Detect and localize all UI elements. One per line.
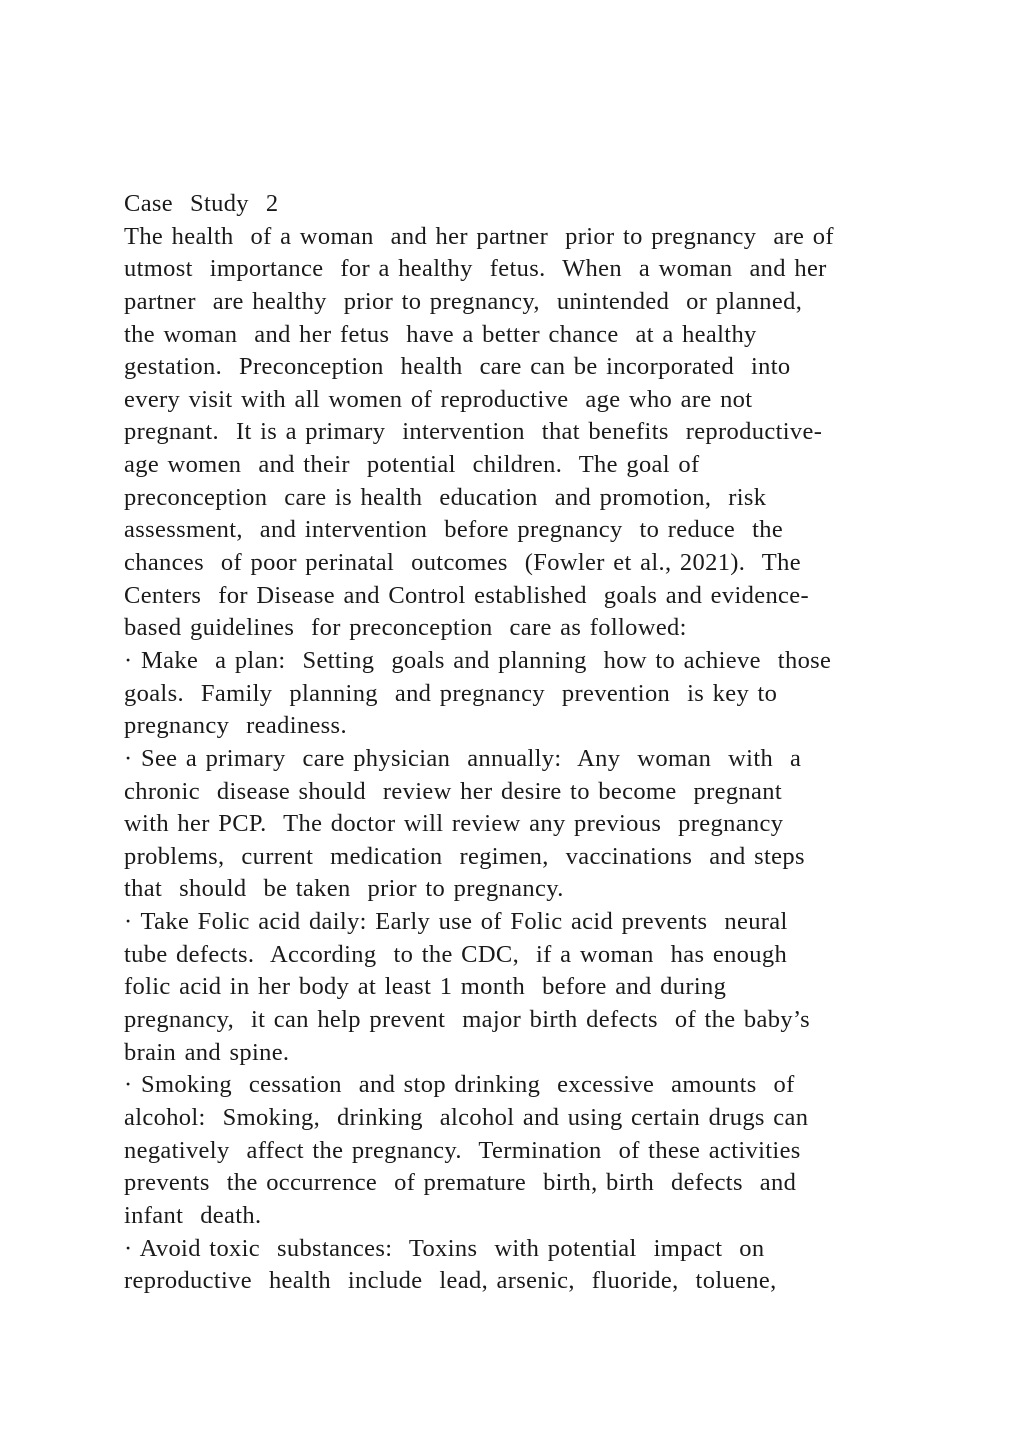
bullet-item-line: with her PCP. The doctor will review any previous pregnancy (124, 810, 784, 838)
paragraph-line: utmost importance for a healthy fetus. When a woman and her (124, 255, 827, 283)
paragraph-line: chances of poor perinatal outcomes (Fowler et al., 2021). The (124, 549, 801, 577)
bullet-item-line: · Take Folic acid daily: Early use of Folic acid prevents neural (124, 908, 788, 936)
bullet-item-line: goals. Family planning and pregnancy prevention is key to (124, 679, 778, 707)
bullet-item-line: · Make a plan: Setting goals and planning how to achieve those (124, 646, 832, 674)
bullet-item-line: negatively affect the pregnancy. Termination of these activities (124, 1136, 801, 1164)
paragraph-line: Centers for Disease and Control established goals and evidence- (124, 581, 810, 609)
paragraph-line: gestation. Preconception health care can be incorporated into (124, 353, 791, 381)
document-title: Case Study 2 (124, 190, 279, 217)
bullet-item-line: prevents the occurrence of premature birth, birth defects and (124, 1169, 797, 1197)
bullet-item-line: infant death. (124, 1201, 262, 1229)
paragraph-line: every visit with all women of reproductive age who are not (124, 385, 753, 413)
bullet-item-line: brain and spine. (124, 1038, 290, 1066)
bullet-item-line: chronic disease should review her desire to become pregnant (124, 777, 783, 805)
bullet-item-line: pregnancy, it can help prevent major birth defects of the baby’s (124, 1006, 810, 1034)
paragraph-line: the woman and her fetus have a better chance at a healthy (124, 320, 757, 348)
bullet-item-line: alcohol: Smoking, drinking alcohol and using certain drugs can (124, 1103, 809, 1131)
paragraph-line: pregnant. It is a primary intervention that benefits reproductive- (124, 418, 823, 446)
bullet-item-line: tube defects. According to the CDC, if a woman has enough (124, 940, 788, 968)
paragraph-line: assessment, and intervention before pregnancy to reduce the (124, 516, 784, 544)
paragraph-line: preconception care is health education and promotion, risk (124, 483, 767, 511)
paragraph-line: age women and their potential children. The goal of (124, 451, 700, 479)
bullet-item-line: pregnancy readiness. (124, 712, 347, 740)
bullet-item-line: · Avoid toxic substances: Toxins with potential impact on (124, 1234, 765, 1262)
bullet-item-line: · See a primary care physician annually: Any woman with a (124, 744, 802, 772)
bullet-item-line: that should be taken prior to pregnancy. (124, 875, 564, 903)
bullet-item-line: reproductive health include lead, arsenic, fluoride, toluene, (124, 1267, 777, 1295)
paragraph-line: based guidelines for preconception care as followed: (124, 614, 687, 642)
bullet-item-line: folic acid in her body at least 1 month before and during (124, 973, 727, 1001)
paragraph-line: The health of a woman and her partner prior to pregnancy are of (124, 222, 834, 250)
paragraph-line: partner are healthy prior to pregnancy, unintended or planned, (124, 287, 803, 315)
document-body (124, 188, 924, 1298)
bullet-item-line: problems, current medication regimen, vaccinations and steps (124, 842, 805, 870)
bullet-item-line: · Smoking cessation and stop drinking excessive amounts of (124, 1071, 795, 1099)
